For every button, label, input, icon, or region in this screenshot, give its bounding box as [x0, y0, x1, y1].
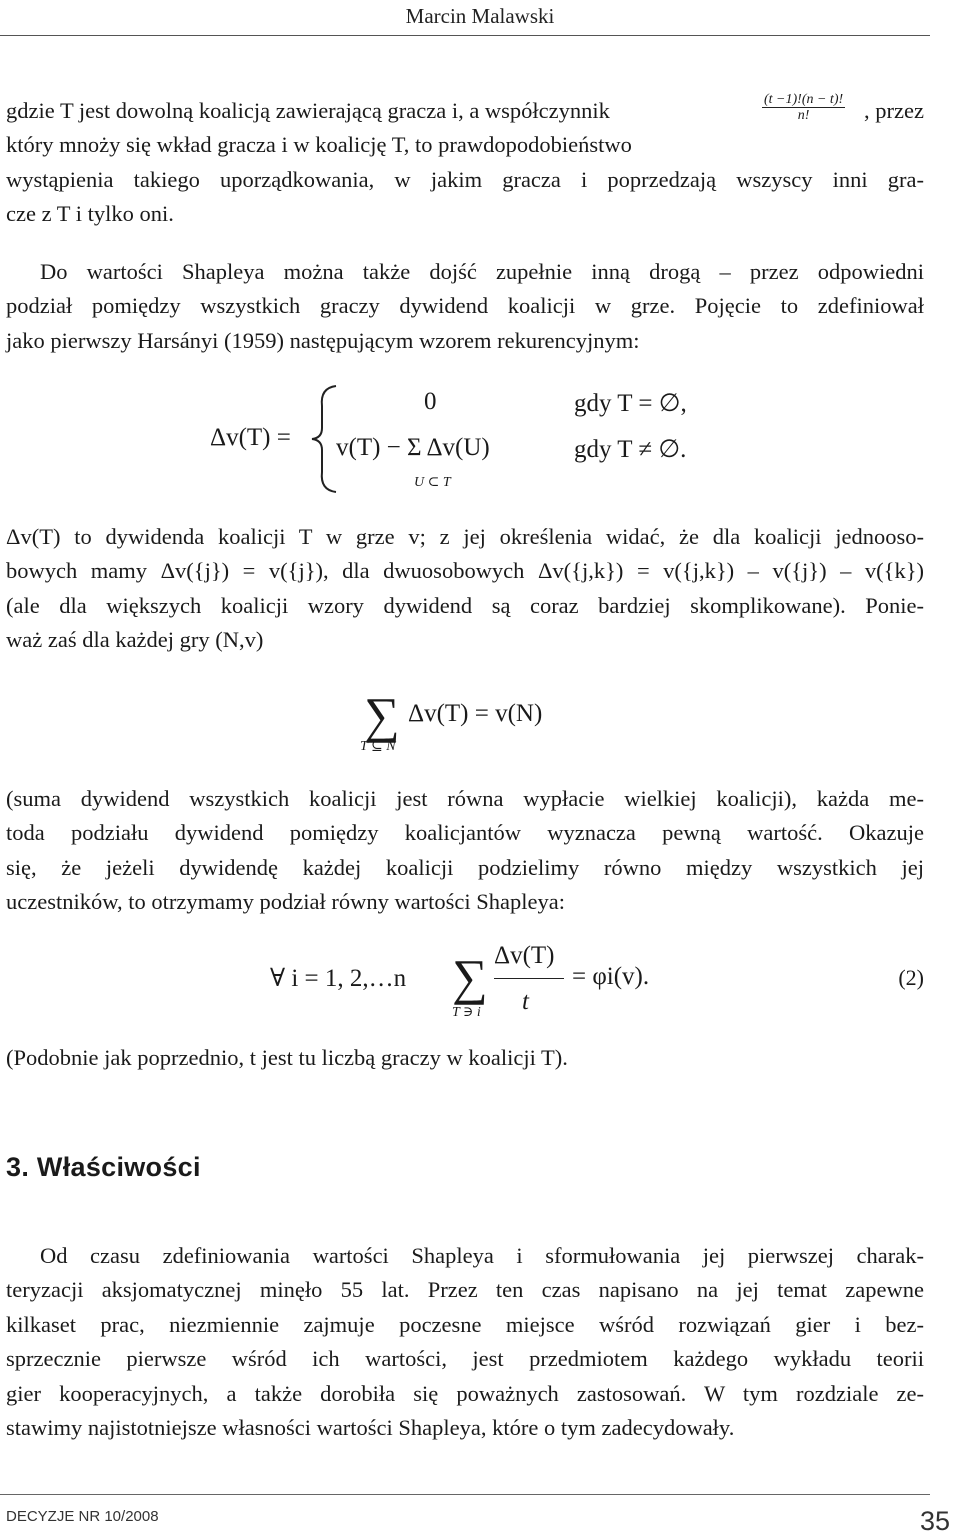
section-heading: 3. Właściwości [6, 1152, 201, 1182]
equation-3-rhs: = φi(v). [572, 963, 650, 990]
sum-sigma-symbol: ∑ [364, 687, 400, 743]
equation-3-sum-subscript: T ∋ i [452, 1005, 481, 1020]
fraction-denominator: n! [797, 108, 810, 123]
case-2-value: v(T) − Σ Δv(U) [336, 434, 490, 461]
paragraph-6 [6, 1239, 924, 1445]
paragraph-3 [6, 520, 924, 658]
para6-line-6: stawimy najistotniejsze własności wartości Shapleya, które o tym zadecydowały. [6, 1415, 735, 1441]
footer-journal: DECYZJE NR 10/2008 [6, 1508, 159, 1525]
paragraph-5 [6, 1041, 924, 1075]
equation-3-numerator: Δv(T) [494, 942, 555, 969]
para4-line-1: (suma dywidend wszystkich koalicji jest równa wypłacie wielkiej koalicji), każda me- [6, 786, 924, 811]
para6-line-2: teryzacji aksjomatycznej minęło 55 lat. Przez ten czas napisano na jej temat zapewne [6, 1277, 924, 1303]
case-1-value: 0 [424, 388, 437, 415]
paragraph-1 [6, 94, 924, 232]
fraction-numerator: (t −1)!(n − t)! [764, 92, 844, 107]
case-2-condition: gdy T ≠ ∅. [574, 436, 687, 463]
para1-line-3: wystąpienia takiego uporządkowania, w jakim gracza i poprzedzają wszyscy inni gra- [6, 166, 924, 192]
para4-line-4: uczestników, to otrzymamy podział równy wartości Shapleya: [6, 889, 566, 915]
running-header-author: Marcin Malawski [405, 4, 555, 28]
equation-number: (2) [898, 965, 924, 990]
para6-line-3: kilkaset prac, niezmiennie zajmuje poczesne miejsce wśród rozwiązań gier i bez- [6, 1311, 924, 1337]
equation-3-fraction-bar [494, 978, 564, 979]
para2-line-2: podział pomiędzy wszystkich graczy dywidend koalicji w grze. Pojęcie to zdefiniował [6, 293, 924, 319]
paragraph-4 [6, 782, 924, 920]
equation-dividend-lhs: Δv(T) = [210, 424, 291, 451]
para3-line-3: (ale dla większych koalicji wzory dywidend są coraz bardziej skomplikowane). Ponie- [6, 592, 924, 618]
para1-line-1b: , przez [864, 98, 924, 123]
equation-forall-i: ∀ i = 1, 2,…n [270, 965, 407, 992]
shapley-coefficient-fraction [762, 92, 845, 123]
equation-sum-subscript: T ⊆ N [360, 739, 396, 754]
paragraph-2 [6, 255, 924, 358]
case-1-condition: gdy T = ∅, [574, 390, 687, 417]
equation-sum-dividends: Δv(T) = v(N) [408, 700, 543, 727]
para1-line-2: który mnoży się wkład gracza i w koalicję T, to prawdopodobieństwo [6, 132, 632, 158]
para3-line-2: bowych mamy Δv({j}) = v({j}), dla dwuosobowych Δv({j,k}) = v({j,k}) – v({j}) – v({k}) [6, 558, 924, 584]
para4-line-2: toda podziału dywidend pomiędzy koalicjantów wyznacza pewną wartość. Okazuje [6, 820, 924, 846]
para6-line-4: sprzecznie pierwsze wśród ich wartości, jest przedmiotem każdego wykładu teorii [6, 1346, 924, 1372]
case-2-sum-subscript: U ⊂ T [414, 475, 451, 490]
para2-line-1: Do wartości Shapleya można także dojść zupełnie inną drogą – przez odpowiedni [40, 259, 924, 284]
sum-sigma-symbol-2: ∑ [452, 949, 488, 1005]
para5-line-1: (Podobnie jak poprzednio, t jest tu liczbą graczy w koalicji T). [6, 1045, 568, 1070]
para3-line-1: Δv(T) to dywidenda koalicji T w grze v; z jej określenia widać, że dla koalicji jednooso- [6, 524, 924, 549]
para4-line-3: się, że jeżeli dywidendę każdej koalicji podzielimy równo między wszystkich jej [6, 854, 924, 880]
para1-line-4: cze z T i tylko oni. [6, 201, 174, 227]
para6-line-5: gier kooperacyjnych, a także dorobiła się poważnych zastosowań. W tym rozdziale ze- [6, 1380, 924, 1406]
equation-3-denominator: t [522, 988, 529, 1015]
footer-rule [0, 1494, 930, 1495]
para1-line-1a: gdzie T jest dowolną koalicją zawierającą gracza i, a współczynnik [6, 98, 610, 123]
para6-line-1: Od czasu zdefiniowania wartości Shapleya i sformułowania jej pierwszej charak- [40, 1243, 924, 1268]
para2-line-3: jako pierwszy Harsányi (1959) następującym wzorem rekurencyjnym: [6, 327, 640, 353]
header-rule [0, 35, 930, 36]
para3-line-4: waż zaś dla każdej gry (N,v) [6, 627, 264, 653]
page-number: 35 [919, 1506, 950, 1536]
para1-line-1 [6, 94, 924, 128]
